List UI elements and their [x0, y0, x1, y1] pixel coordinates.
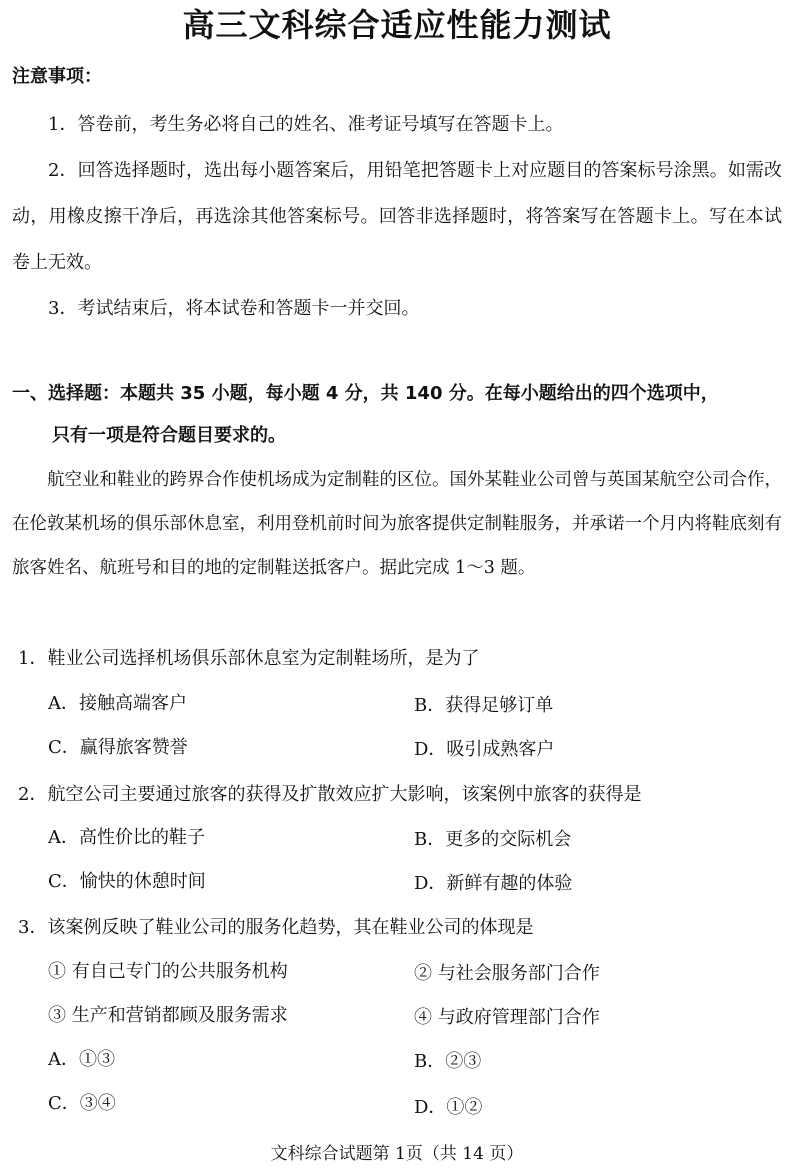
question-3-stem: 3．该案例反映了鞋业公司的服务化趋势，其在鞋业公司的体现是: [18, 917, 534, 938]
section-heading-line1: 一、选择题：本题共 35 小题，每小题 4 分，共 140 分。在每小题给出的四个选项中，: [12, 383, 719, 404]
question-3-option-b: B．②③: [414, 1051, 482, 1072]
question-3-option-d: D．①②: [414, 1097, 483, 1118]
question-1-option-a: A．接触高端客户: [48, 693, 187, 714]
question-1-option-c: C．赢得旅客赞誉: [48, 737, 188, 758]
page-footer: 文科综合试题第 1页（共 14 页）: [270, 1144, 524, 1164]
question-3-statement-1: ① 有自己专门的公共服务机构: [48, 961, 288, 982]
note-item-2: 2．回答选择题时，选出每小题答案后，用铅笔把答题卡上对应题目的答案标号涂黑。如需改动，用橡皮擦干净后，再选涂其他答案标号。回答非选择题时，将答案写在答题卡上。写在本试卷上无效。: [12, 160, 782, 273]
question-3-statement-2: ② 与社会服务部门合作: [414, 963, 600, 984]
page-title: 高三文科综合适应性能力测试: [182, 6, 612, 44]
question-1-stem: 1．鞋业公司选择机场俱乐部休息室为定制鞋场所，是为了: [18, 648, 480, 669]
note-item-1: 1．答卷前，考生务必将自己的姓名、准考证号填写在答题卡上。: [48, 114, 564, 135]
question-1-option-d: D．吸引成熟客户: [414, 739, 555, 760]
note-item-3: 3．考试结束后，将本试卷和答题卡一并交回。: [48, 298, 420, 319]
section-heading: [12, 373, 782, 457]
question-1-option-b: B．获得足够订单: [414, 695, 554, 716]
question-2-stem: 2．航空公司主要通过旅客的获得及扩散效应扩大影响，该案例中旅客的获得是: [18, 784, 642, 805]
question-3-option-c: C．③④: [48, 1093, 116, 1114]
question-2-option-b: B．更多的交际机会: [414, 829, 572, 850]
notes-header: 注意事项：: [12, 66, 102, 87]
question-2-option-a: A．高性价比的鞋子: [48, 827, 205, 848]
question-3-option-a: A．①③: [48, 1049, 115, 1070]
question-2-option-d: D．新鲜有趣的体验: [414, 873, 573, 894]
question-2-option-c: C．愉快的休憩时间: [48, 871, 206, 892]
section-heading-line2: 只有一项是符合题目要求的。: [52, 425, 286, 446]
reading-passage: 航空业和鞋业的跨界合作使机场成为定制鞋的区位。国外某鞋业公司曾与英国某航空公司合作，在伦敦某机场的俱乐部休息室，利用登机前时间为旅客提供定制鞋服务，并承诺一个月内将鞋底刻有旅客姓名、航班号和目的地的定制鞋送抵客户。据此完成 1～3 题。: [12, 470, 782, 578]
question-3-statement-3: ③ 生产和营销都顾及服务需求: [48, 1005, 288, 1026]
question-3-statement-4: ④ 与政府管理部门合作: [414, 1007, 600, 1028]
